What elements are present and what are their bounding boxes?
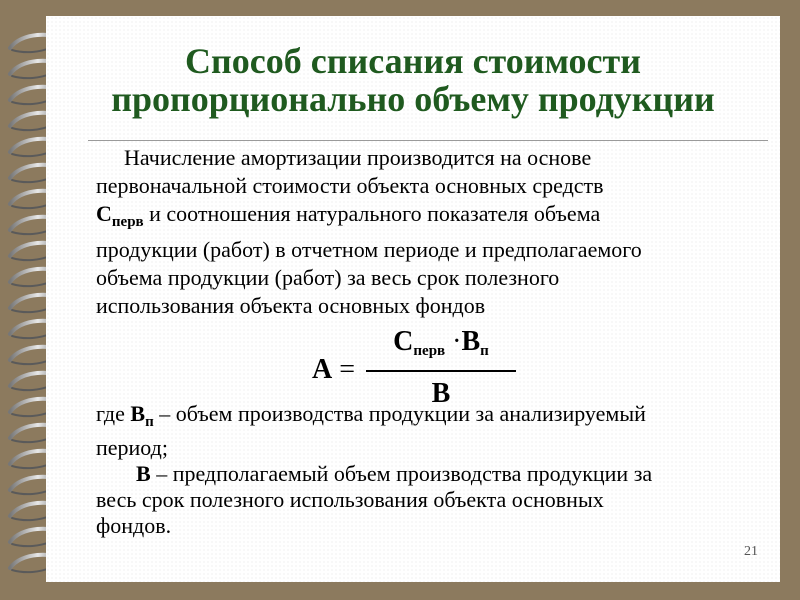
definitions xyxy=(96,401,776,539)
where-text-2: период; xyxy=(96,435,168,460)
intro-line-6: использования объекта основных фондов xyxy=(96,293,486,318)
formula-lhs: А xyxy=(312,354,333,385)
intro-line-4: продукции (работ) в отчетном периоде и предполагаемого xyxy=(96,237,642,262)
formula-denominator: В xyxy=(431,378,451,409)
intro-line-5: объема продукции (работ) за весь срок полезного xyxy=(96,265,560,290)
formula-numerator: Сперв ·Вп xyxy=(393,326,489,359)
slide-title xyxy=(46,42,780,118)
intro-line-2: первоначальной стоимости объекта основных средств xyxy=(96,173,604,198)
title-line-2: пропорционально объему продукции xyxy=(111,79,715,119)
title-divider xyxy=(88,140,768,141)
def-text-2: весь срок полезного использования объекта основных xyxy=(96,487,604,512)
page-number: 21 xyxy=(744,544,758,559)
intro-c-symbol: $С_{перв}$ xyxy=(96,201,144,230)
where-b-symbol: $В_п$ xyxy=(130,401,154,430)
formula-equals: = xyxy=(339,354,356,385)
title-line-1: Способ списания стоимости xyxy=(185,41,641,81)
where-prefix: где xyxy=(96,401,131,426)
intro-line-1: Начисление амортизации производится на основе xyxy=(124,145,592,170)
where-text: – объем производства продукции за анализируемый xyxy=(153,401,646,426)
intro-line-3: и соотношения натурального показателя объема xyxy=(143,201,601,226)
def-b-symbol: В xyxy=(136,461,151,486)
def-text: – предполагаемый объем производства продукции за xyxy=(150,461,653,486)
intro-paragraph xyxy=(96,144,776,320)
def-text-3: фондов. xyxy=(96,513,172,538)
slide-paper xyxy=(46,16,780,582)
formula-fraction-bar xyxy=(366,370,516,372)
